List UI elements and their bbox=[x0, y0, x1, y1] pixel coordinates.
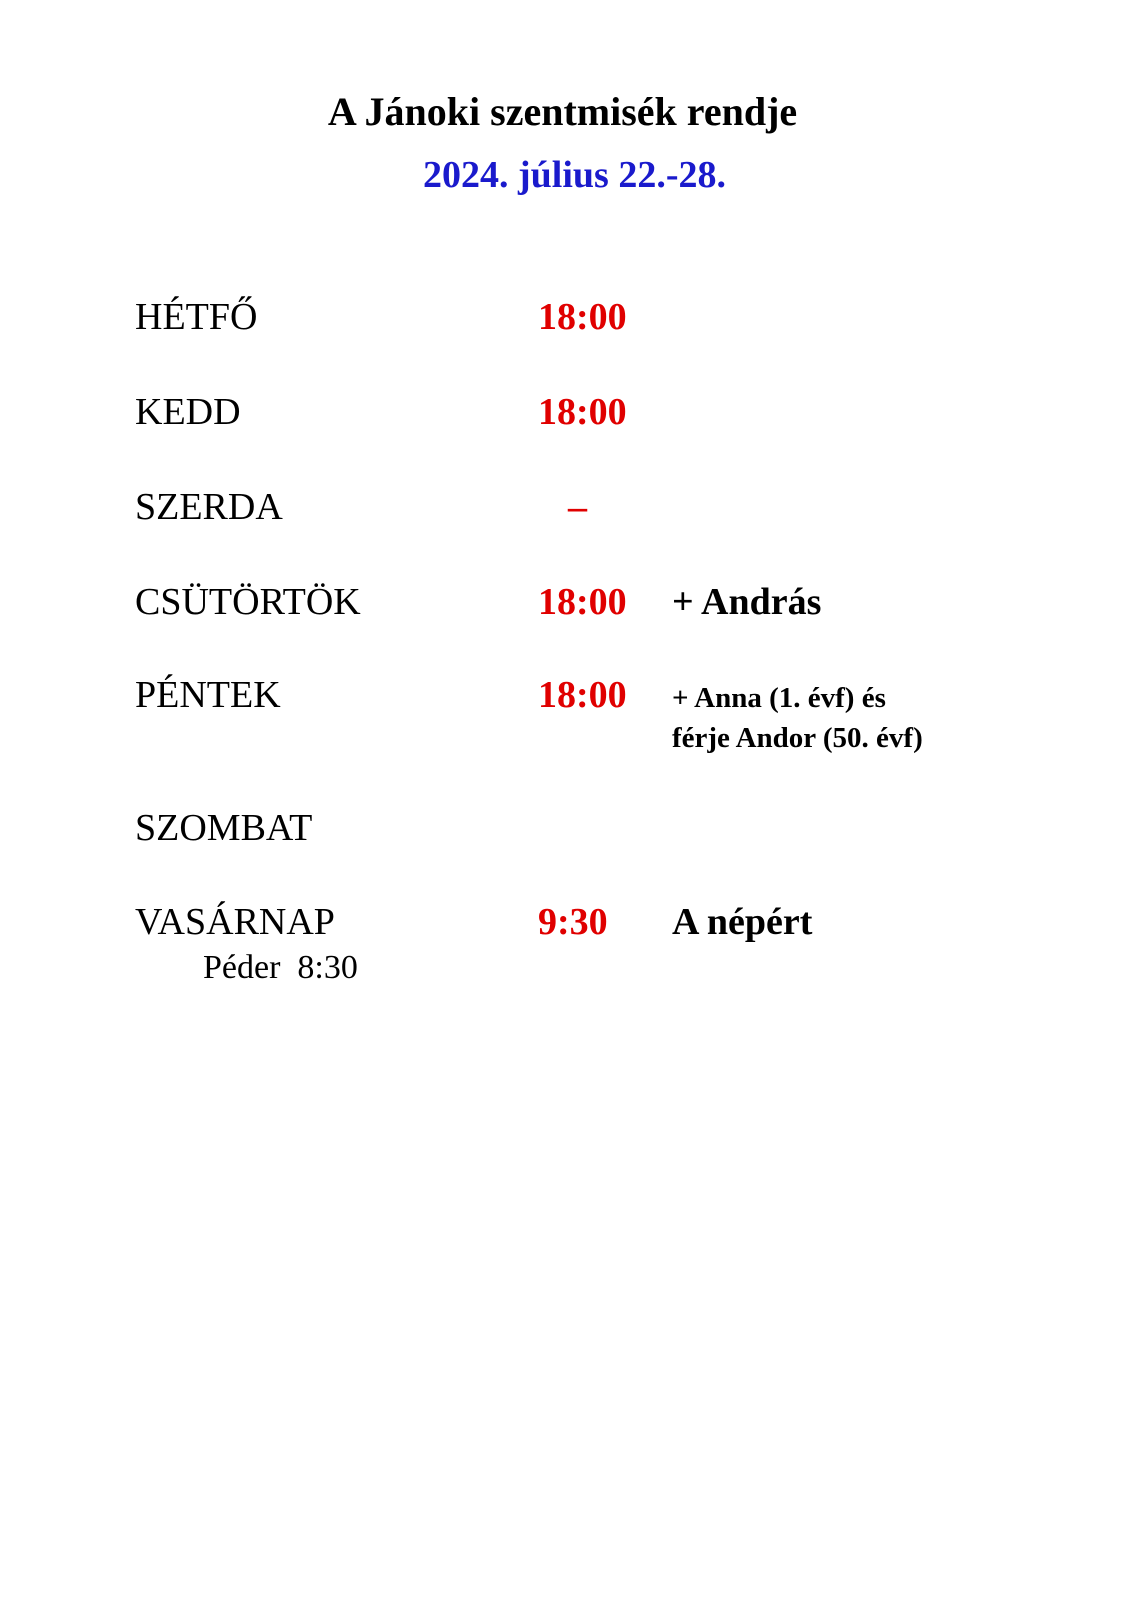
date-range-text: 2024. július 22.-28. bbox=[423, 154, 726, 196]
sunday-peder-time: Péder 8:30 bbox=[203, 949, 358, 986]
day-label-thursday: CSÜTÖRTÖK bbox=[135, 581, 361, 623]
title-text: A Jánoki szentmisék rendje bbox=[327, 89, 798, 134]
day-label-saturday: SZOMBAT bbox=[135, 807, 313, 849]
day-label-tuesday: KEDD bbox=[135, 391, 241, 433]
time-tuesday: 18:00 bbox=[538, 391, 627, 433]
date-range bbox=[0, 152, 1131, 198]
day-label-friday: PÉNTEK bbox=[135, 674, 281, 716]
time-sunday: 9:30 bbox=[538, 901, 608, 943]
day-label-sunday: VASÁRNAP bbox=[135, 901, 335, 943]
note-sunday: A népért bbox=[672, 901, 813, 943]
time-monday: 18:00 bbox=[538, 296, 627, 338]
note-friday-line-1: + Anna (1. évf) és bbox=[672, 682, 886, 714]
time-thursday: 18:00 bbox=[538, 581, 627, 623]
day-label-monday: HÉTFŐ bbox=[135, 296, 258, 338]
note-friday-line-2: férje Andor (50. évf) bbox=[672, 722, 923, 754]
note-thursday: + András bbox=[672, 581, 822, 623]
day-label-wednesday: SZERDA bbox=[135, 486, 283, 528]
page-title bbox=[0, 88, 1131, 136]
time-wednesday: – bbox=[568, 486, 587, 528]
time-friday: 18:00 bbox=[538, 674, 627, 716]
